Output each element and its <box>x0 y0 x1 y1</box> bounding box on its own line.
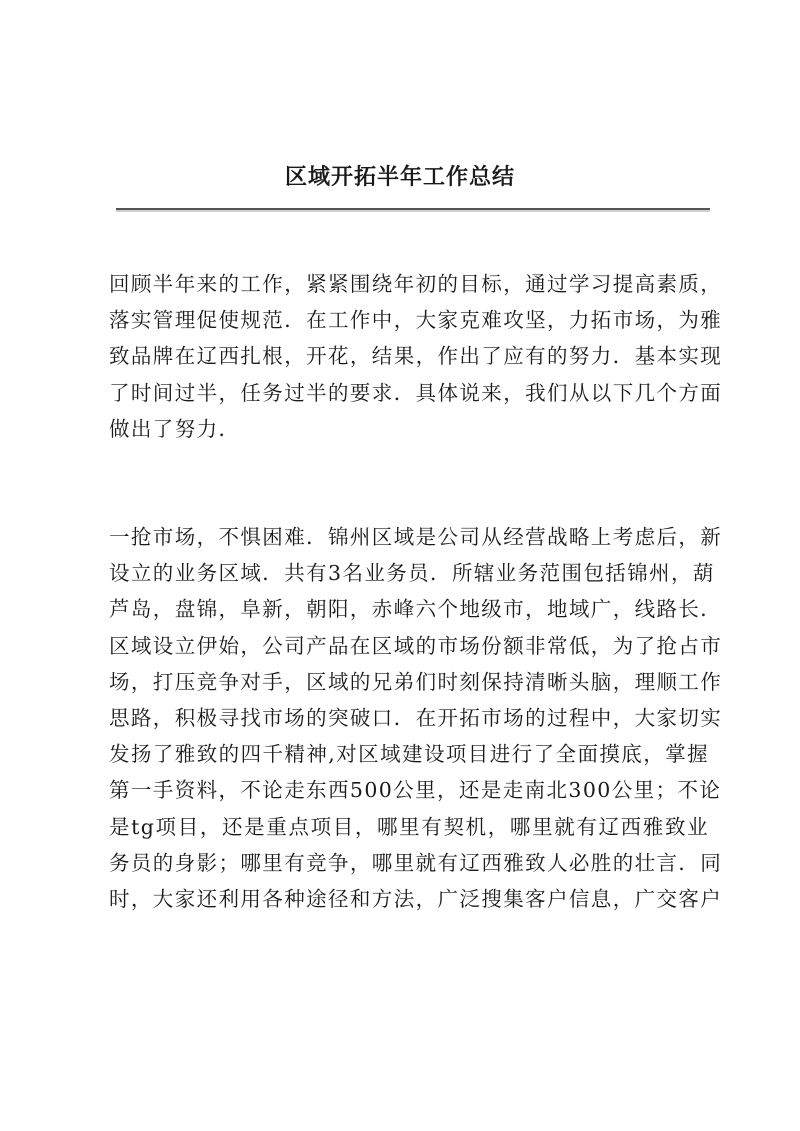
title-divider <box>116 208 710 210</box>
paragraph-line: 发扬了雅致的四千精神,对区域建设项目进行了全面摸底，掌握 <box>109 742 709 767</box>
document-title: 区域开拓半年工作总结 <box>284 165 515 190</box>
paragraph-line: 思路，积极寻找市场的突破口．在开拓市场的过程中，大家切实 <box>109 706 723 731</box>
paragraph-line: 务员的身影；哪里有竞争，哪里就有辽西雅致人必胜的壮言．同 <box>109 850 723 875</box>
paragraph-line: 回顾半年来的工作，紧紧围绕年初的目标，通过学习提高素质， <box>109 272 723 296</box>
paragraph-intro <box>109 266 723 447</box>
paragraph-line: 时，大家还利用各种途径和方法，广泛搜集客户信息，广交客户 <box>109 887 723 912</box>
paragraph-line: 区域设立伊始，公司产品在区域的市场份额非常低，为了抢占市 <box>109 633 723 658</box>
paragraph-line: 一抢市场，不惧困难．锦州区域是公司从经营战略上考虑后，新 <box>109 525 723 549</box>
paragraph-line: 设立的业务区域．共有3名业务员．所辖业务范围包括锦州，葫 <box>109 561 715 586</box>
paragraph-line: 做出了努力． <box>109 416 241 441</box>
paragraph-line: 第一手资料，不论走东西500公里，还是走南北300公里；不论 <box>109 778 722 803</box>
paragraph-line: 了时间过半，任务过半的要求．具体说来，我们从以下几个方面 <box>109 380 723 405</box>
paragraph-market <box>109 519 723 917</box>
paragraph-line: 致品牌在辽西扎根，开花，结果，作出了应有的努力．基本实现 <box>109 344 723 369</box>
paragraph-line: 是tg项目，还是重点项目，哪里有契机，哪里就有辽西雅致业 <box>109 814 709 839</box>
paragraph-line: 落实管理促使规范．在工作中，大家克难攻坚，力拓市场，为雅 <box>109 308 723 333</box>
paragraph-line: 场，打压竞争对手，区域的兄弟们时刻保持清晰头脑，理顺工作 <box>109 669 723 694</box>
paragraph-line: 芦岛，盘锦，阜新，朝阳，赤峰六个地级市，地域广，线路长． <box>109 597 723 622</box>
